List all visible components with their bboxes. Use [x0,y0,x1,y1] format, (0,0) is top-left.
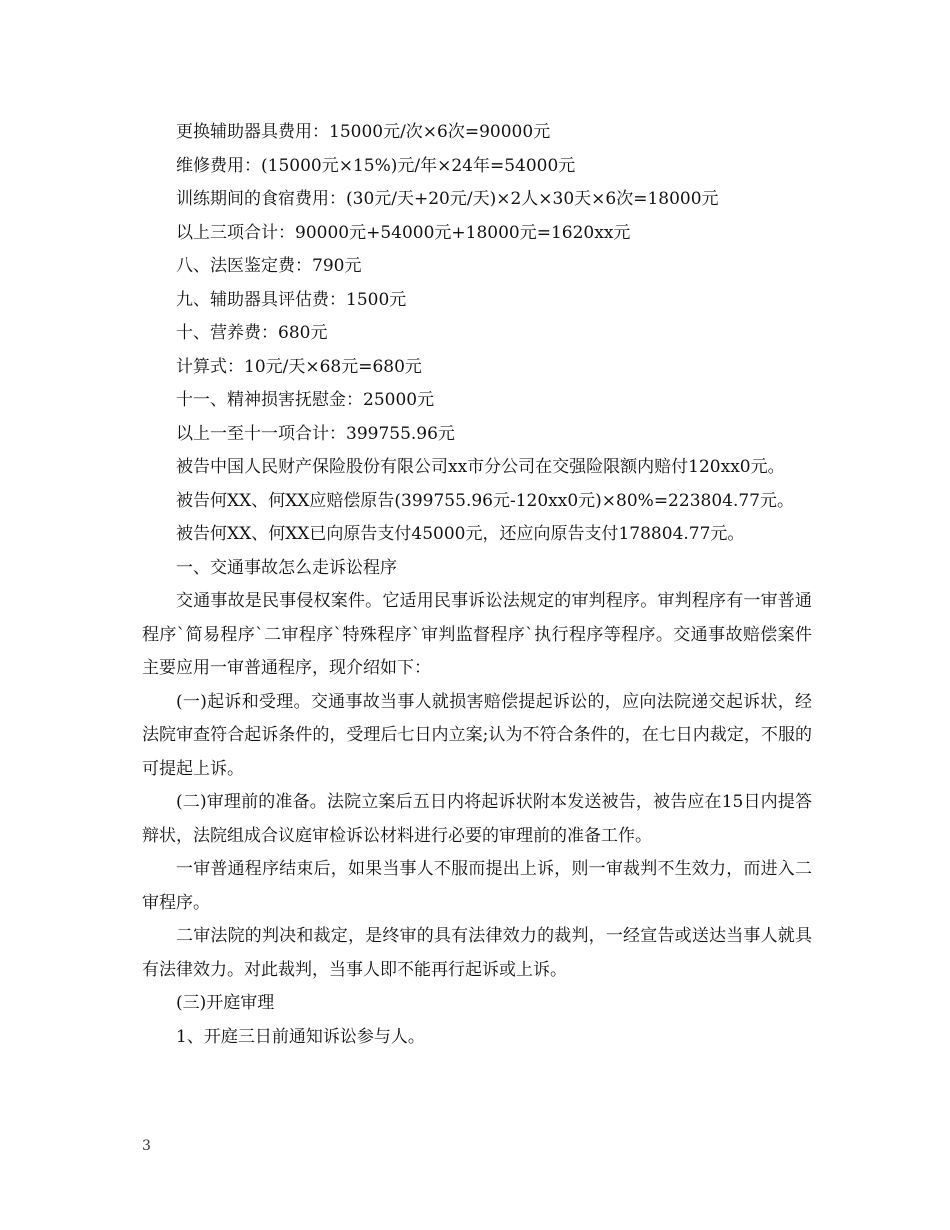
paragraph-court-hearing: (三)开庭审理 [176,993,275,1013]
paragraph-nutrition-fee: 十、营养费：680元 [176,323,328,343]
paragraph-notification: 1、开庭三日前通知诉讼参与人。 [176,1026,425,1047]
paragraph-grand-total: 以上一至十一项合计：399755.96元 [176,423,455,444]
paragraph-mental-damages: 十一、精神损害抚慰金：25000元 [176,390,435,410]
paragraph-insurer-payment: 被告中国人民财产保险股份有限公司xx市分公司在交强险限额内赔付120xx0元。 [176,457,785,477]
paragraph-procedure-intro: 交通事故是民事侵权案件。它适用民事诉讼法规定的审判程序。审判程序有一审普通程序`简易程序`二审程序`特殊程序`审判监督程序`执行程序等程序。交通事故赔偿案件主要应用一审普通程序，现介绍如下： [142,591,812,678]
section-heading-litigation-procedure: 一、交通事故怎么走诉讼程序 [176,557,397,578]
paragraph-repair-cost: 维修费用：(15000元×15%)元/年×24年=54000元 [176,155,576,176]
paragraph-training-lodging-cost: 训练期间的食宿费用：(30元/天+20元/天)×2人×30天×6次=18000元 [176,189,719,209]
paragraph-filing-acceptance: (一)起诉和受理。交通事故当事人就损害赔偿提起诉讼的，应向法院递交起诉状，经法院审查符合起诉条件的，受理后七日内立案;认为不符合条件的，在七日内裁定，不服的可提起上诉。 [142,691,812,779]
page-number: 3 [142,1138,151,1154]
paragraph-pretrial-preparation: (二)审理前的准备。法院立案后五日内将起诉状附本发送被告，被告应在15日内提答辩状，法院组成合议庭审检诉讼材料进行必要的审理前的准备工作。 [142,792,812,846]
paragraph-second-instance: 二审法院的判决和裁定，是终审的具有法律效力的裁判，一经宣告或送达当事人就具有法律效力。对此裁判，当事人即不能再行起诉或上诉。 [142,926,812,980]
paragraph-replacement-cost: 更换辅助器具费用：15000元/次×6次=90000元 [176,122,551,142]
paragraph-forensic-fee: 八、法医鉴定费：790元 [176,256,362,276]
paragraph-assessment-fee: 九、辅助器具评估费：1500元 [176,289,407,310]
paragraph-three-item-total: 以上三项合计：90000元+54000元+18000元=1620xx元 [176,222,631,243]
paragraph-defendant-paid: 被告何XX、何XX已向原告支付45000元，还应向原告支付178804.77元。 [176,524,745,544]
document-body [142,116,812,1054]
paragraph-defendant-liability: 被告何XX、何XX应赔偿原告(399755.96元-120xx0元)×80%=223804.77元。 [176,490,794,511]
paragraph-nutrition-formula: 计算式：10元/天×68元=680元 [176,356,422,377]
paragraph-appeal: 一审普通程序结束后，如果当事人不服而提出上诉，则一审裁判不生效力，而进入二审程序。 [142,859,812,913]
